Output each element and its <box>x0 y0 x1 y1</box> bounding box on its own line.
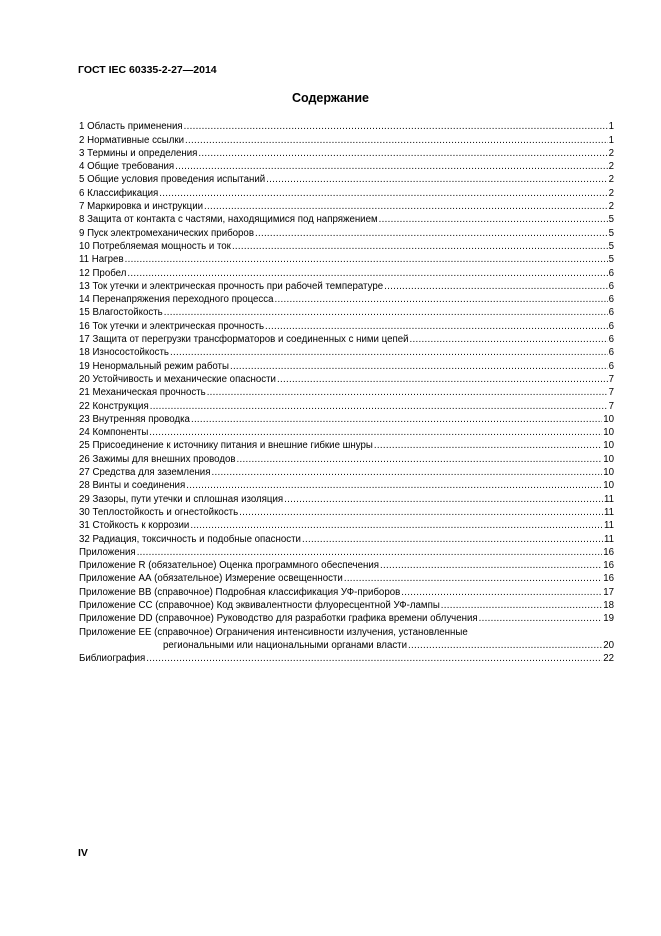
toc-entry-page: 2 <box>608 187 614 199</box>
toc-entry-page: 7 <box>608 387 614 399</box>
dot-leader <box>441 600 602 612</box>
toc-entry-page: 11 <box>603 493 614 505</box>
toc-entry-annex-ee-line2[interactable] <box>79 639 614 652</box>
toc-entry-page: 5 <box>608 240 614 252</box>
toc-entry-page: 22 <box>603 653 614 665</box>
toc-entry-page: 6 <box>608 307 614 319</box>
toc-entry-page: 5 <box>608 227 614 239</box>
toc-entry[interactable] <box>79 559 614 572</box>
dot-leader <box>137 547 603 559</box>
toc-entry-page: 6 <box>608 360 614 372</box>
toc-entry[interactable] <box>79 173 614 186</box>
toc-entry-page: 10 <box>603 440 614 452</box>
toc-entry-page: 10 <box>603 480 614 492</box>
toc-entry-page: 10 <box>603 413 614 425</box>
dot-leader <box>284 494 603 506</box>
toc-entry[interactable] <box>79 599 614 612</box>
toc-entry-label: 16 Ток утечки и электрическая прочность <box>79 320 265 332</box>
document-header: ГОСТ IEC 60335-2-27—2014 <box>78 64 217 76</box>
toc-entry[interactable] <box>79 532 614 545</box>
dot-leader <box>344 573 602 585</box>
toc-entry-label: 20 Устойчивость и механические опасности <box>79 373 276 385</box>
toc-entry-label: 29 Зазоры, пути утечки и сплошная изоляция <box>79 493 284 505</box>
toc-title: Содержание <box>291 91 369 105</box>
toc-entry-page: 6 <box>608 267 614 279</box>
toc-entry-page: 6 <box>608 334 614 346</box>
toc-entry-label: 26 Зажимы для внешних проводов <box>79 453 236 465</box>
toc-entry-page: 16 <box>603 560 614 572</box>
toc-entry[interactable] <box>79 399 614 412</box>
dot-leader <box>125 254 608 266</box>
toc-entry-page: 7 <box>608 373 614 385</box>
dot-leader <box>230 361 608 373</box>
dot-leader <box>207 387 608 399</box>
dot-leader <box>170 347 608 359</box>
toc-entry-page: 5 <box>608 254 614 266</box>
toc-entry-label: 1 Область применения <box>79 121 183 133</box>
toc-entry-page: 6 <box>608 347 614 359</box>
toc-entry[interactable] <box>79 333 614 346</box>
toc-entry-label: 31 Стойкость к коррозии <box>79 520 190 532</box>
toc-entry-label: 25 Присоединение к источнику питания и внешние гибкие шнуры <box>79 440 373 452</box>
toc-entry[interactable] <box>79 266 614 279</box>
dot-leader <box>239 507 603 519</box>
toc-entry-page: 18 <box>603 599 614 611</box>
toc-entry-label: 27 Средства для заземления <box>79 467 211 479</box>
dot-leader <box>410 334 608 346</box>
toc-entry-page: 2 <box>608 161 614 173</box>
toc-entry-label: Приложение DD (справочное) Руководство для разработки графика времени облучения <box>79 613 478 625</box>
toc-entry-label: 3 Термины и определения <box>79 147 198 159</box>
dot-leader <box>175 161 608 173</box>
toc-entry[interactable] <box>79 572 614 585</box>
toc-entry-page: 5 <box>608 214 614 226</box>
toc-entry-label: Приложения <box>79 546 136 558</box>
toc-entry-label: 30 Теплостойкость и огнестойкость <box>79 506 239 518</box>
toc-entry-page: 6 <box>608 320 614 332</box>
toc-entry-page: 17 <box>603 586 614 598</box>
dot-leader <box>302 534 603 546</box>
toc-entry-label: 2 Нормативные ссылки <box>79 134 185 146</box>
toc-entry-label: 5 Общие условия проведения испытаний <box>79 174 266 186</box>
toc-entry[interactable] <box>79 186 614 199</box>
dot-leader <box>204 201 608 213</box>
dot-leader <box>277 374 608 386</box>
toc-entry[interactable] <box>79 226 614 239</box>
dot-leader <box>190 520 603 532</box>
toc-entry[interactable] <box>79 280 614 293</box>
toc-entry[interactable] <box>79 373 614 386</box>
toc-list <box>79 120 614 665</box>
toc-entry[interactable] <box>79 200 614 213</box>
toc-entry-page: 10 <box>603 427 614 439</box>
dot-leader <box>149 427 602 439</box>
dot-leader <box>374 440 602 452</box>
toc-entry[interactable] <box>79 413 614 426</box>
toc-entry-page: 16 <box>603 546 614 558</box>
dot-leader <box>150 401 608 413</box>
toc-entry-page: 6 <box>608 294 614 306</box>
toc-entry[interactable] <box>79 585 614 598</box>
toc-entry[interactable] <box>79 492 614 505</box>
toc-entry-label: 21 Механическая прочность <box>79 387 206 399</box>
dot-leader <box>408 640 602 652</box>
toc-entry-label: 32 Радиация, токсичность и подобные опасности <box>79 533 301 545</box>
toc-entry-label: 28 Винты и соединения <box>79 480 186 492</box>
toc-entry-label: 17 Защита от перегрузки трансформаторов и соединенных с ними цепей <box>79 334 409 346</box>
toc-entry[interactable] <box>79 426 614 439</box>
dot-leader <box>479 613 603 625</box>
toc-entry-page: 10 <box>603 467 614 479</box>
toc-entry-label: Приложение ЕЕ (справочное) Ограничения интенсивности излучения, установленные <box>79 626 468 638</box>
page-number: IV <box>78 847 88 859</box>
dot-leader <box>380 560 602 572</box>
toc-entry[interactable] <box>79 133 614 146</box>
dot-leader <box>255 228 608 240</box>
dot-leader <box>275 294 608 306</box>
toc-entry-page: 11 <box>603 533 614 545</box>
toc-entry-label: 24 Компоненты <box>79 427 149 439</box>
dot-leader <box>185 135 608 147</box>
toc-entry[interactable] <box>79 293 614 306</box>
toc-entry-page: 2 <box>608 147 614 159</box>
toc-entry-label: 19 Ненормальный режим работы <box>79 360 229 372</box>
toc-entry-page: 7 <box>608 400 614 412</box>
toc-entry-label: 4 Общие требования <box>79 161 175 173</box>
toc-entry-page: 1 <box>608 121 614 133</box>
dot-leader <box>401 587 602 599</box>
toc-entry-label: Библиография <box>79 653 146 665</box>
toc-entry-label: Приложение R (обязательное) Оценка программного обеспечения <box>79 560 379 572</box>
dot-leader <box>237 454 603 466</box>
toc-entry-label: 23 Внутренняя проводка <box>79 413 190 425</box>
dot-leader <box>265 321 608 333</box>
dot-leader <box>191 414 602 426</box>
toc-entry[interactable] <box>79 160 614 173</box>
toc-entry[interactable] <box>79 240 614 253</box>
toc-entry[interactable] <box>79 612 614 625</box>
toc-entry-label: Приложение СС (справочное) Код эквивалентности флуоресцентной УФ-лампы <box>79 599 440 611</box>
toc-entry-label: 12 Пробел <box>79 267 127 279</box>
toc-entry-label: 10 Потребляемая мощность и ток <box>79 240 231 252</box>
toc-entry-page: 10 <box>603 453 614 465</box>
dot-leader <box>127 268 607 280</box>
toc-entry-label: 15 Влагостойкость <box>79 307 163 319</box>
dot-leader <box>159 188 607 200</box>
toc-entry-page: 19 <box>603 613 614 625</box>
toc-entry-label: 22 Конструкция <box>79 400 149 412</box>
toc-entry[interactable] <box>79 253 614 266</box>
toc-entry-page: 20 <box>603 639 614 651</box>
dot-leader <box>198 148 607 160</box>
toc-entry-label: Приложение АА (обязательное) Измерение освещенности <box>79 573 343 585</box>
toc-entry[interactable] <box>79 546 614 559</box>
toc-entry[interactable] <box>79 519 614 532</box>
dot-leader <box>266 174 607 186</box>
toc-entry[interactable] <box>79 306 614 319</box>
toc-entry[interactable] <box>79 439 614 452</box>
toc-entry[interactable] <box>79 359 614 372</box>
toc-entry-page: 6 <box>608 280 614 292</box>
toc-entry-label: 9 Пуск электромеханических приборов <box>79 227 254 239</box>
toc-entry-label: региональными или национальными органами власти <box>163 639 408 651</box>
toc-entry-label: 13 Ток утечки и электрическая прочность при рабочей температуре <box>79 280 384 292</box>
toc-entry-annex-ee-line1[interactable] <box>79 625 614 638</box>
toc-entry-page: 1 <box>608 134 614 146</box>
toc-entry-page: 2 <box>608 174 614 186</box>
toc-entry[interactable] <box>79 147 614 160</box>
toc-entry-label: Приложение ВВ (справочное) Подробная классификация УФ-приборов <box>79 586 401 598</box>
toc-entry[interactable] <box>79 452 614 465</box>
toc-entry-label: 8 Защита от контакта с частями, находящимися под напряжением <box>79 214 378 226</box>
dot-leader <box>184 121 608 133</box>
dot-leader <box>379 214 608 226</box>
toc-entry-label: 11 Нагрев <box>79 254 124 266</box>
dot-leader <box>211 467 602 479</box>
dot-leader <box>232 241 608 253</box>
toc-entry-label: 6 Классификация <box>79 187 159 199</box>
toc-entry[interactable] <box>79 466 614 479</box>
toc-entry[interactable] <box>79 213 614 226</box>
dot-leader <box>384 281 608 293</box>
dot-leader <box>164 307 608 319</box>
toc-entry-label: 14 Перенапряжения переходного процесса <box>79 294 274 306</box>
toc-entry[interactable] <box>79 319 614 332</box>
toc-entry-label: 7 Маркировка и инструкции <box>79 201 204 213</box>
toc-entry-page: 11 <box>603 506 614 518</box>
toc-entry-label: 18 Износостойкость <box>79 347 169 359</box>
toc-entry-page: 11 <box>603 520 614 532</box>
toc-entry[interactable] <box>79 386 614 399</box>
toc-entry[interactable] <box>79 346 614 359</box>
toc-entry[interactable] <box>79 120 614 133</box>
toc-entry-page: 16 <box>603 573 614 585</box>
dot-leader <box>186 480 602 492</box>
toc-entry[interactable] <box>79 506 614 519</box>
toc-entry[interactable] <box>79 479 614 492</box>
dot-leader <box>146 653 602 665</box>
toc-entry-bibliography[interactable] <box>79 652 614 665</box>
toc-entry-page: 2 <box>608 201 614 213</box>
